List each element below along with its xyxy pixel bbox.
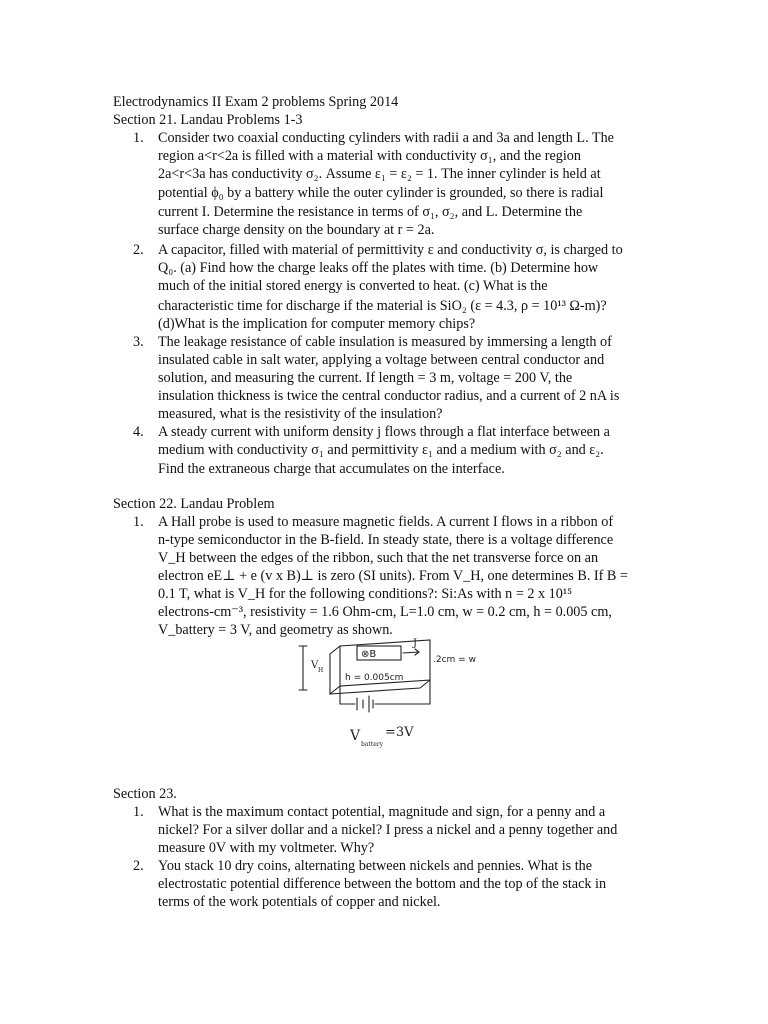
problem-line: Consider two coaxial conducting cylinders with radii a and 3a and length L. The	[158, 130, 614, 146]
problem-line: Find the extraneous charge that accumulates on the interface.	[158, 461, 505, 477]
problem-line: measure 0V with my voltmeter. Why?	[158, 840, 375, 856]
problem-line: The leakage resistance of cable insulation is measured by immersing a length of	[158, 334, 612, 350]
problem-line: insulation thickness is twice the central conductor radius, and a current of 2 nA is	[158, 388, 620, 404]
problem-line: nickel? For a silver dollar and a nickel? I press a nickel and a penny together and	[158, 822, 618, 838]
problem-line: V_battery = 3 V, and geometry as shown.	[158, 622, 393, 638]
problem-number: 1.	[133, 514, 144, 530]
problem-line: Q₀. (a) Find how the charge leaks off the plates with time. (b) Determine how	[158, 260, 599, 276]
problem-line: surface charge density on the boundary at r = 2a.	[158, 222, 435, 238]
problem-number: 3.	[133, 334, 144, 350]
problem-number: 2.	[133, 242, 144, 258]
hall-probe-sketch	[295, 628, 495, 750]
problem-line: insulated cable in salt water, applying a voltage between central conductor and	[158, 352, 605, 368]
width-label: .2cm = w	[433, 655, 476, 665]
problem-line: 2a<r<3a has conductivity σ₂. Assume ε₁ = ε₂ = 1. The inner cylinder is held at	[158, 166, 601, 182]
document-title: Electrodynamics II Exam 2 problems Spring 2014	[113, 94, 399, 110]
problem-line: electrons-cm⁻³, resistivity = 1.6 Ohm-cm, L=1.0 cm, w = 0.2 cm, h = 0.005 cm,	[158, 604, 612, 620]
problem-number: 4.	[133, 424, 144, 440]
section-23-heading: Section 23.	[113, 786, 177, 802]
j-label: J	[413, 638, 418, 649]
problem-line: You stack 10 dry coins, alternating between nickels and pennies. What is the	[158, 858, 593, 874]
section-21-heading: Section 21. Landau Problems 1-3	[113, 112, 303, 128]
problem-line: solution, and measuring the current. If length = 3 m, voltage = 200 V, the	[158, 370, 573, 386]
problem-line: medium with conductivity σ₁ and permittivity ε₁ and a medium with σ₂ and ε₂.	[158, 442, 604, 458]
section-22-heading: Section 22. Landau Problem	[113, 496, 275, 512]
battery-label: V	[350, 728, 361, 744]
problem-line: electron eE⊥ + e (v x B)⊥ is zero (SI units). From V_H, one determines B. If B =	[158, 568, 628, 584]
problem-line: A steady current with uniform density j flows through a flat interface between a	[158, 424, 610, 440]
hall-probe-figure	[295, 628, 495, 750]
problem-line: What is the maximum contact potential, magnitude and sign, for a penny and a	[158, 804, 606, 820]
battery-subscript: battery	[361, 741, 384, 748]
battery-value: =3V	[385, 725, 414, 740]
problem-line: current I. Determine the resistance in terms of σ₁, σ₂, and L. Determine the	[158, 204, 583, 220]
problem-line: measured, what is the resistivity of the insulation?	[158, 406, 443, 422]
problem-line: A Hall probe is used to measure magnetic fields. A current I flows in a ribbon of	[158, 514, 614, 530]
problem-line: region a<r<2a is filled with a material with conductivity σ₁, and the region	[158, 148, 581, 164]
problem-number: 1.	[133, 130, 144, 146]
problem-line: (d)What is the implication for computer memory chips?	[158, 316, 476, 332]
b-field-label: ⊗B	[361, 649, 377, 660]
problem-line: characteristic time for discharge if the material is SiO₂ (ε = 4.3, ρ = 10¹³ Ω-m)?	[158, 298, 607, 314]
problem-number: 2.	[133, 858, 144, 874]
problem-line: 0.1 T, what is V_H for the following conditions?: Si:As with n = 2 x 10¹⁵	[158, 586, 573, 602]
height-label: h = 0.005cm	[345, 673, 404, 683]
problem-line: terms of the work potentials of copper and nickel.	[158, 894, 441, 910]
problem-line: much of the initial stored energy is converted to heat. (c) What is the	[158, 278, 548, 294]
problem-line: V_H between the edges of the ribbon, such that the net transverse force on an	[158, 550, 599, 566]
problem-line: A capacitor, filled with material of permittivity ε and conductivity σ, is charged to	[158, 242, 623, 258]
problem-line: electrostatic potential difference between the bottom and the top of the stack in	[158, 876, 607, 892]
problem-line: n-type semiconductor in the B-field. In steady state, there is a voltage difference	[158, 532, 614, 548]
vh-label: V	[311, 660, 319, 671]
problem-number: 1.	[133, 804, 144, 820]
vh-subscript: H	[318, 667, 324, 674]
problem-line: potential ϕ₀ by a battery while the outer cylinder is grounded, so there is radial	[158, 185, 604, 201]
